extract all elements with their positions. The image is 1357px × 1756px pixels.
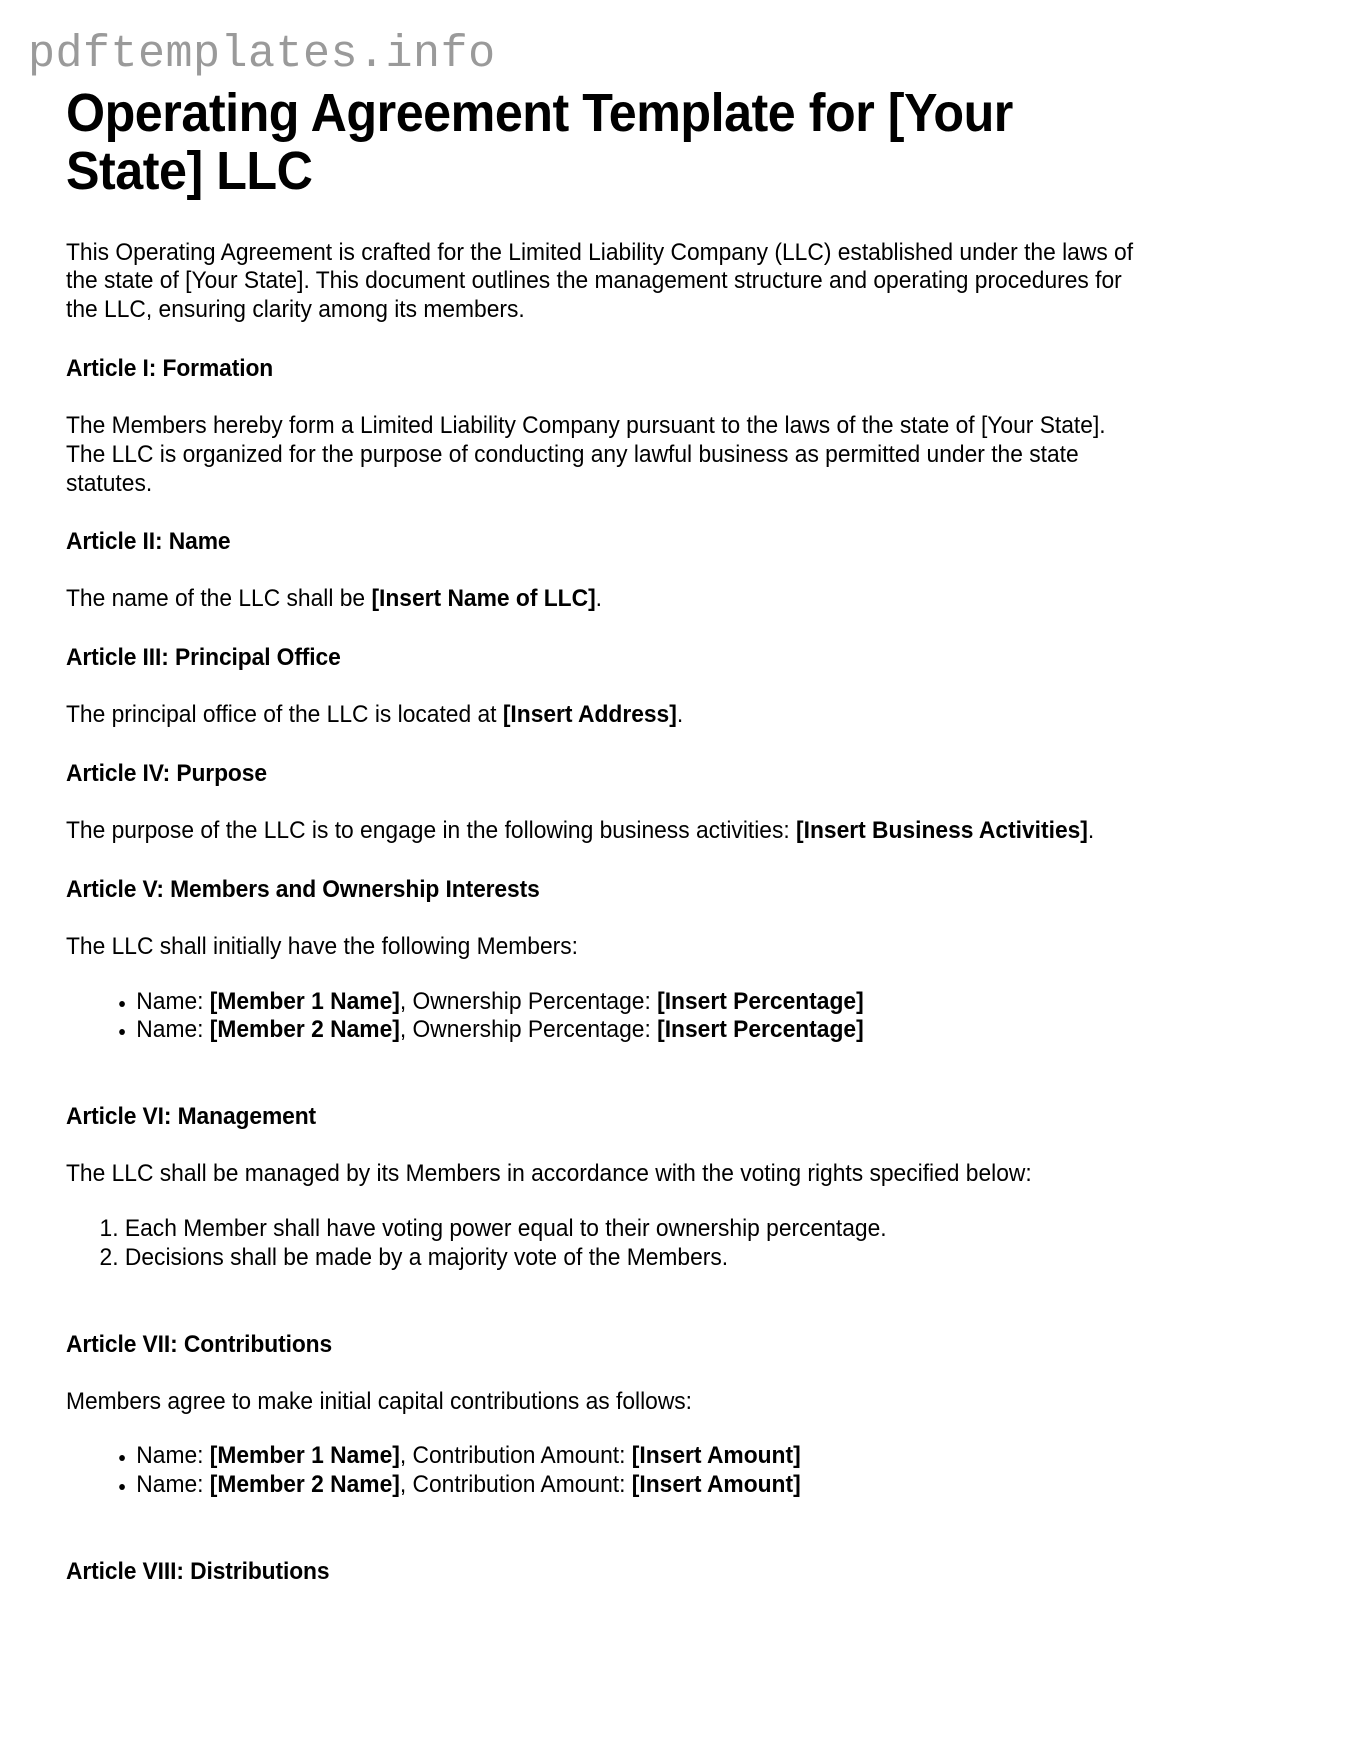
articles-container	[66, 325, 1146, 1587]
placeholder-field: [Insert Percentage]	[657, 1016, 864, 1044]
list-item: • Name: [Member 2 Name], Ownership Percentage: [Insert Percentage]	[136, 1016, 1144, 1045]
document-content	[66, 84, 1146, 1587]
article-heading: Article I: Formation	[66, 355, 274, 383]
placeholder-field: [Insert Business Activities]	[796, 817, 1088, 844]
article-heading: Article II: Name	[66, 528, 231, 556]
article-paragraph: The name of the LLC shall be [Insert Name of LLC].	[66, 585, 603, 613]
article-heading: Article VII: Contributions	[66, 1330, 333, 1358]
article-paragraph: The purpose of the LLC is to engage in the following business activities: [Insert Business Activities].	[66, 817, 1095, 844]
intro-paragraph: This Operating Agreement is crafted for the Limited Liability Company (LLC) established under the laws of the state of [Your State]. This document outlines the management structure and operating procedures for the LLC, ensuring clarity among its members.	[66, 238, 1134, 324]
placeholder-field: [Member 1 Name]	[209, 987, 400, 1015]
placeholder-field: [Member 1 Name]	[209, 1442, 400, 1470]
article-paragraph: The LLC shall initially have the following Members:	[66, 932, 578, 960]
article-paragraph: The principal office of the LLC is located at [Insert Address].	[66, 701, 684, 729]
article-heading: Article VI: Management	[66, 1103, 317, 1131]
article-paragraph: Members agree to make initial capital contributions as follows:	[66, 1387, 693, 1415]
article-heading: Article VIII: Distributions	[66, 1557, 330, 1585]
article-paragraph: The LLC shall be managed by its Members in accordance with the voting rights specified below:	[66, 1160, 1032, 1188]
placeholder-field: [Insert Address]	[502, 701, 677, 729]
article-paragraph: The Members hereby form a Limited Liability Company pursuant to the laws of the state of [Your State]. The LLC is organized for the purpose of conducting any lawful business as permitted under the state statutes.	[66, 412, 1106, 497]
placeholder-field: [Insert Percentage]	[657, 987, 864, 1015]
site-watermark: pdftemplates.info	[28, 29, 496, 80]
list-item: • Name: [Member 1 Name], Contribution Amount: [Insert Amount]	[136, 1442, 1144, 1471]
placeholder-field: [Insert Amount]	[631, 1442, 801, 1470]
article-heading: Article III: Principal Office	[66, 644, 341, 672]
placeholder-field: [Insert Amount]	[631, 1471, 801, 1499]
bullet-list	[66, 1442, 1144, 1500]
list-item: 2. Decisions shall be made by a majority vote of the Members.	[125, 1244, 1144, 1273]
bullet-list	[66, 988, 1144, 1046]
list-item: • Name: [Member 1 Name], Ownership Percentage: [Insert Percentage]	[136, 988, 1144, 1017]
page-title: Operating Agreement Template for [Your State] LLC	[66, 83, 1013, 202]
article-heading: Article V: Members and Ownership Interests	[66, 875, 540, 903]
list-item: 1. Each Member shall have voting power equal to their ownership percentage.	[125, 1215, 1144, 1244]
ordered-list	[66, 1215, 1144, 1273]
list-item: • Name: [Member 2 Name], Contribution Amount: [Insert Amount]	[136, 1471, 1144, 1500]
article-heading: Article IV: Purpose	[66, 760, 267, 787]
placeholder-field: [Member 2 Name]	[209, 1016, 400, 1044]
placeholder-field: [Member 2 Name]	[209, 1471, 400, 1499]
placeholder-field: [Insert Name of LLC]	[371, 585, 596, 613]
